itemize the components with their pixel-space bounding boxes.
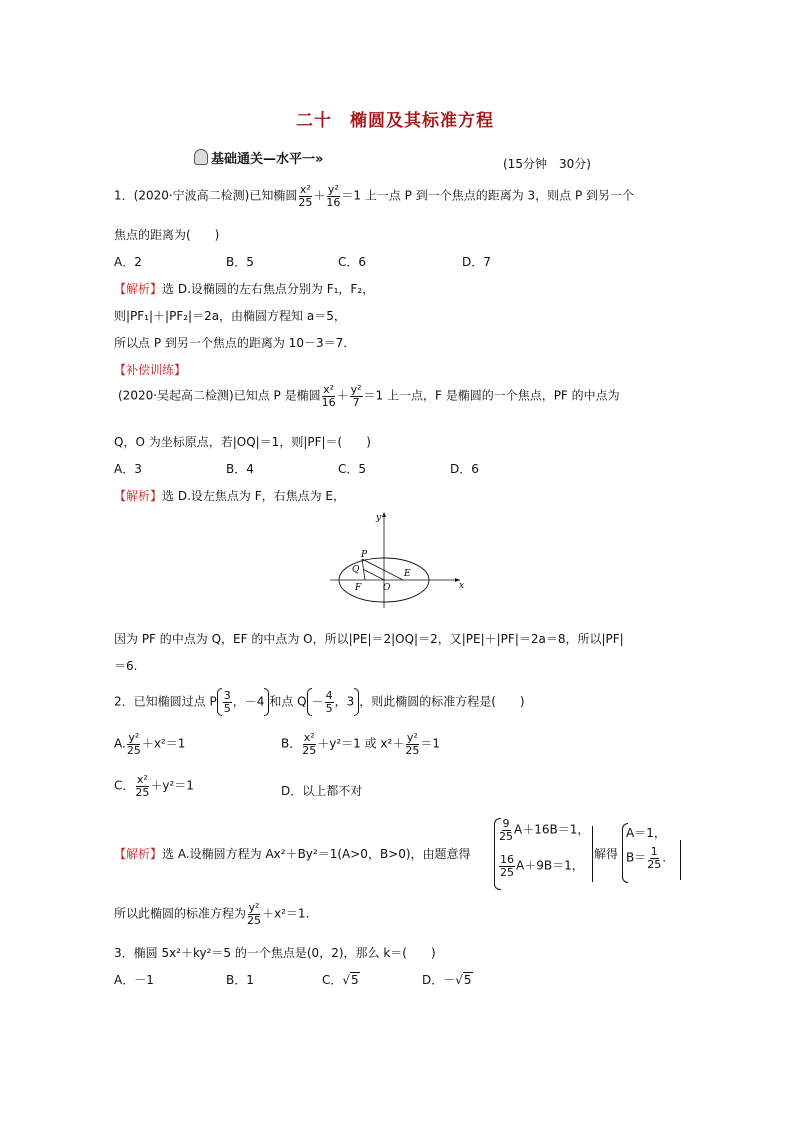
q2-res2-pre: B＝ xyxy=(626,850,647,865)
q2-b-rest: ＝1 xyxy=(420,736,440,751)
q1-analysis-2: 则|PF₁|＋|PF₂|＝2a，由椭圆方程知 a＝5， xyxy=(114,309,346,323)
question-1-stem xyxy=(114,184,634,208)
segment-pe xyxy=(362,559,403,580)
q2-q-den: 5 xyxy=(325,701,333,715)
q2-a-label: A. xyxy=(114,736,126,751)
q3-option-a: A．－1 xyxy=(114,973,154,987)
q2-q-minus: － xyxy=(311,694,324,709)
fig-label-o: O xyxy=(383,583,391,593)
qs-fraction-2 xyxy=(350,384,363,408)
q2-analysis xyxy=(114,845,471,862)
q1-analysis-1 xyxy=(114,280,374,297)
qs-analysis-tag: 【解析】 xyxy=(114,489,163,503)
page-title: 二十 椭圆及其标准方程 xyxy=(296,111,494,131)
q1-option-b: B．5 xyxy=(226,255,254,269)
qs-suffix: ＝1 上一点，F 是椭圆的一个焦点，PF 的中点为 xyxy=(363,388,620,403)
q2-b-num: x² xyxy=(303,731,315,744)
q2-b-fraction-1 xyxy=(302,732,316,756)
q3-option-b: B．1 xyxy=(226,973,254,987)
q2-sys2-fraction xyxy=(499,854,515,878)
q3-d-pre: D．－ xyxy=(422,973,456,987)
q2-prefix: 2．已知椭圆过点 P xyxy=(114,694,217,709)
q3-c-pre: C． xyxy=(322,973,343,987)
q2-b-num2: y² xyxy=(406,731,418,744)
q2-sys1-rest: A＋16B＝1， xyxy=(514,822,590,837)
fig-label-x: x xyxy=(459,581,465,591)
q2-solve-label: 解得 xyxy=(594,847,619,861)
q2-p-fraction xyxy=(223,690,232,714)
question-3-stem: 3．椭圆 5x²＋ky²＝5 的一个焦点是(0，2)，那么 k＝( ) xyxy=(114,946,436,960)
qs-option-b: B．4 xyxy=(226,462,254,476)
sqrt-icon: √ xyxy=(342,973,351,987)
time-score: (15分钟 30分) xyxy=(503,157,591,171)
q1-frac1-den: 25 xyxy=(298,195,313,209)
q2-c-label: C． xyxy=(114,778,135,793)
q2-final-num: y² xyxy=(248,901,260,914)
supplement-question-stem xyxy=(118,384,620,408)
q2-c-den: 25 xyxy=(135,785,150,799)
qs-conclusion-2: ＝6. xyxy=(114,659,138,673)
q2-sys2-num: 16 xyxy=(500,853,514,866)
qs-analysis-1 xyxy=(114,487,345,504)
qs-conclusion-1: 因为 PF 的中点为 Q，EF 的中点为 O，所以|PE|＝2|OQ|＝2，又|PE|＋|PF|＝2a＝8，所以|PF| xyxy=(114,632,624,646)
sqrt-icon: √ xyxy=(455,973,463,987)
q2-b-fraction-2 xyxy=(405,732,419,756)
q1-option-d: D．7 xyxy=(462,255,491,269)
q2-q-fraction xyxy=(325,690,334,714)
q2-final-fraction xyxy=(247,902,261,926)
q2-q-rest: ，3 xyxy=(334,694,355,709)
q2-option-a xyxy=(114,732,185,756)
q1-prefix: 1．(2020·宁波高二检测)已知椭圆 xyxy=(114,188,298,203)
q1-option-c: C．6 xyxy=(338,255,367,269)
qs-frac1-den: 16 xyxy=(321,395,336,409)
q2-analysis-text: 选 A.设椭圆方程为 Ax²＋By²＝1(A>0，B>0)，由题意得 xyxy=(162,847,471,861)
q2-final-answer xyxy=(114,902,309,926)
q2-q-num: 4 xyxy=(325,688,333,702)
q2-c-num: x² xyxy=(136,773,148,786)
fig-label-q: Q xyxy=(352,565,360,575)
qs-option-c: C．5 xyxy=(338,462,367,476)
q2-a-rest: ＋x²＝1 xyxy=(141,736,186,751)
qs-line2: Q，O 为坐标原点，若|OQ|＝1，则|PF|＝( ) xyxy=(114,435,371,449)
figure-y-axis-arrow xyxy=(382,512,386,517)
q1-line2: 焦点的距离为( ) xyxy=(114,228,220,242)
lightbulb-icon xyxy=(194,149,208,165)
q1-suffix: ＝1 上一点 P 到一个焦点的距离为 3，则点 P 到另一个 xyxy=(341,188,635,203)
q2-a-fraction xyxy=(127,732,141,756)
q2-system-eq1 xyxy=(498,818,589,842)
q1-fraction-2 xyxy=(326,184,340,208)
q2-suffix: ，则此椭圆的标准方程是( ) xyxy=(359,694,525,709)
q2-res2-num: 1 xyxy=(650,845,658,858)
q2-option-c xyxy=(114,774,194,798)
qs-frac2-num: y² xyxy=(350,383,362,396)
q2-b-den2: 25 xyxy=(405,743,420,757)
qs-fraction-1 xyxy=(322,384,336,408)
q2-final-pre: 所以此椭圆的标准方程为 xyxy=(114,906,247,921)
q2-c-fraction xyxy=(135,774,149,798)
q3-option-d xyxy=(422,971,473,988)
q2-result-2 xyxy=(626,846,666,870)
segment-oq xyxy=(364,570,385,581)
q2-a-num: y² xyxy=(128,731,140,744)
fig-label-e: E xyxy=(404,569,411,579)
q2-option-b xyxy=(281,732,440,756)
q1-fraction-1 xyxy=(298,184,312,208)
qs-frac1-num: x² xyxy=(323,383,335,396)
qs-frac2-den: 7 xyxy=(352,395,360,409)
q2-p-rest: ，－4 xyxy=(232,694,265,709)
question-2-stem xyxy=(114,688,525,716)
q1-plus: ＋ xyxy=(313,188,326,203)
q3-option-c xyxy=(322,971,360,988)
q2-p-den: 5 xyxy=(223,701,231,715)
q2-result-1: A＝1， xyxy=(626,826,666,840)
q2-mid: 和点 Q xyxy=(269,694,307,709)
q2-b-mid: ＋y²＝1 或 x²＋ xyxy=(317,736,405,751)
supplement-tag: 【补偿训练】 xyxy=(114,363,187,377)
qs-option-d: D．6 xyxy=(450,462,479,476)
q1-analysis-text-1: 选 D.设椭圆的左右焦点分别为 F₁，F₂， xyxy=(162,282,375,296)
q2-sys1-den: 25 xyxy=(499,829,513,843)
q2-b-den: 25 xyxy=(302,743,317,757)
q2-b-label: B． xyxy=(281,736,302,751)
qs-plus: ＋ xyxy=(336,388,349,403)
section-badge xyxy=(194,148,323,167)
q2-sys1-fraction xyxy=(499,818,513,842)
q2-res2-post: . xyxy=(662,850,667,865)
q2-c-rest: ＋y²＝1 xyxy=(150,778,194,793)
q3-d-radicand: 5 xyxy=(463,973,472,987)
q2-res2-den: 25 xyxy=(647,857,662,871)
q2-a-den: 25 xyxy=(126,743,141,757)
q3-c-radicand: 5 xyxy=(351,973,359,987)
ellipse-figure xyxy=(325,508,470,613)
q1-frac2-den: 16 xyxy=(326,195,341,209)
q1-frac2-num: y² xyxy=(327,183,339,196)
q2-final-den: 25 xyxy=(247,913,262,927)
q2-option-d: D．以上都不对 xyxy=(281,784,363,798)
q2-system-divider xyxy=(588,826,593,882)
q2-sys1-num: 9 xyxy=(502,817,510,830)
qs-analysis-text-1: 选 D.设左焦点为 F，右焦点为 E， xyxy=(162,489,345,503)
qs-prefix: (2020·吴起高二检测)已知点 P 是椭圆 xyxy=(118,388,321,403)
fig-label-f: F xyxy=(355,583,362,593)
q1-analysis-3: 所以点 P 到另一个焦点的距离为 10－3＝7. xyxy=(114,336,348,350)
q2-p-open-paren xyxy=(217,688,222,716)
q2-system-eq2 xyxy=(498,854,584,878)
section-badge-label: 基础通关—水平一» xyxy=(211,152,324,167)
q2-sys2-rest: A＋9B＝1， xyxy=(516,858,584,873)
qs-option-a: A．3 xyxy=(114,462,142,476)
q2-res2-fraction xyxy=(647,846,661,870)
q2-analysis-tag: 【解析】 xyxy=(114,847,163,861)
fig-label-y: y xyxy=(376,513,382,523)
fig-label-p: P xyxy=(361,550,368,560)
q2-p-num: 3 xyxy=(223,688,231,702)
q2-result-divider xyxy=(677,840,681,880)
q1-frac1-num: x² xyxy=(299,183,311,196)
q1-option-a: A．2 xyxy=(114,255,142,269)
q1-analysis-tag: 【解析】 xyxy=(114,282,163,296)
q2-final-rest: ＋x²＝1. xyxy=(262,906,310,921)
q2-sys2-den: 25 xyxy=(500,865,514,879)
